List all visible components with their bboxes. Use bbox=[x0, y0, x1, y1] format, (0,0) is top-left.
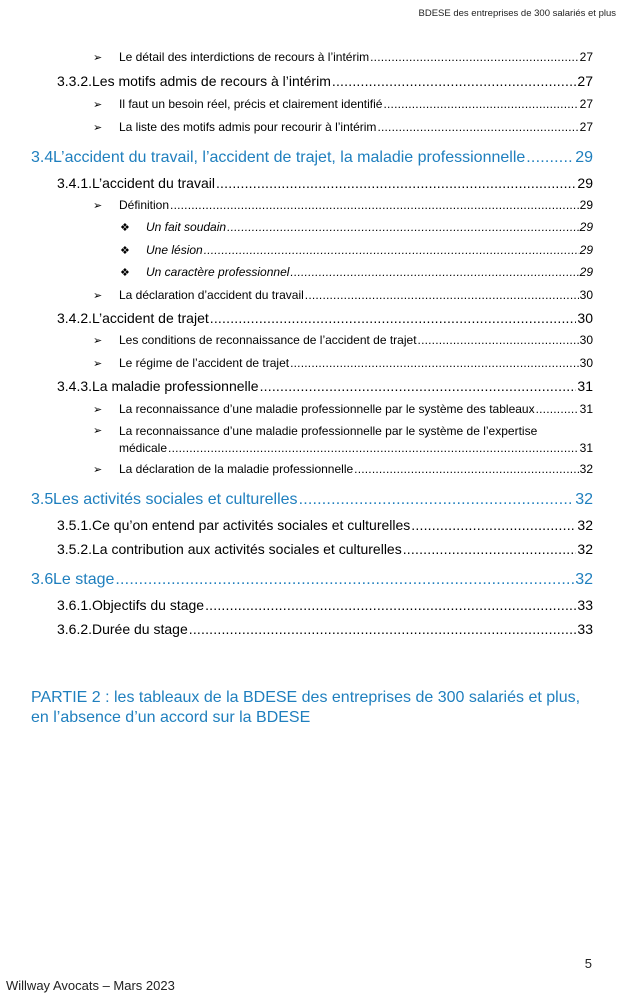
toc-entry-title: La contribution aux activités sociales et culturelles bbox=[92, 541, 402, 557]
toc-entry-title: Les activités sociales et culturelles bbox=[53, 491, 298, 508]
dot-leader bbox=[115, 571, 574, 589]
toc-entry-title: Les conditions de reconnaissance de l’accident de trajet bbox=[119, 333, 417, 347]
dot-leader bbox=[305, 288, 579, 302]
dot-leader bbox=[227, 220, 579, 234]
toc-entry[interactable] bbox=[93, 424, 593, 455]
dot-leader bbox=[299, 491, 575, 509]
toc-entry-page: 30 bbox=[579, 333, 593, 347]
toc-entry-page: 33 bbox=[577, 621, 593, 637]
toc-entry[interactable] bbox=[93, 198, 593, 212]
arrow-bullet-icon: ➢ bbox=[93, 52, 103, 64]
part-heading[interactable]: PARTIE 2 : les tableaux de la BDESE des entreprises de 300 salariés et plus, en l’absence d’un accord sur la BDESE bbox=[31, 689, 581, 726]
toc-entry[interactable] bbox=[120, 243, 593, 257]
dot-leader bbox=[377, 120, 578, 134]
toc-entry-number: 3.4. bbox=[31, 149, 58, 166]
toc-entry[interactable] bbox=[31, 491, 593, 509]
toc-entry-title: L’accident de trajet bbox=[92, 310, 209, 326]
dot-leader bbox=[168, 441, 579, 455]
toc-entry-title: Une lésion bbox=[146, 243, 203, 257]
page-number: 5 bbox=[584, 956, 592, 971]
toc-entry-title: La maladie professionnelle bbox=[92, 378, 259, 394]
arrow-bullet-icon: ➢ bbox=[93, 335, 103, 347]
toc-entry[interactable] bbox=[93, 288, 593, 302]
dot-leader bbox=[370, 50, 579, 64]
toc-entry-number: 3.5.1. bbox=[57, 517, 93, 533]
page-header: BDESE des entreprises de 300 salariés et plus bbox=[418, 8, 616, 19]
diamond-bullet-icon: ❖ bbox=[120, 267, 130, 279]
toc-entry-page: 29 bbox=[579, 243, 593, 257]
toc-entry-title: La reconnaissance d’une maladie professionnelle par le système des tableaux bbox=[119, 402, 535, 416]
dot-leader bbox=[403, 541, 577, 557]
dot-leader bbox=[290, 265, 578, 279]
dot-leader bbox=[216, 175, 576, 191]
toc-entry-page: 27 bbox=[579, 97, 593, 111]
arrow-bullet-icon: ➢ bbox=[93, 99, 103, 111]
toc-entry-title: La déclaration de la maladie professionnelle bbox=[119, 462, 354, 476]
toc-entry-number: 3.4.3. bbox=[57, 378, 93, 394]
toc-entry-title: La liste des motifs admis pour recourir à l’intérim bbox=[119, 120, 377, 134]
toc-entry[interactable] bbox=[31, 571, 593, 589]
toc-entry-page: 32 bbox=[575, 491, 593, 508]
toc-entry-page: 31 bbox=[579, 402, 593, 416]
toc-entry-title: Le détail des interdictions de recours à l’intérim bbox=[119, 50, 370, 64]
dot-leader bbox=[189, 621, 577, 637]
toc-entry[interactable] bbox=[57, 597, 593, 613]
toc-entry-number: 3.5. bbox=[31, 491, 58, 508]
toc-entry-title: L’accident du travail, l’accident de trajet, la maladie professionnelle bbox=[53, 149, 526, 166]
toc-entry-number: 3.5.2. bbox=[57, 541, 93, 557]
arrow-bullet-icon: ➢ bbox=[93, 290, 103, 302]
toc-entry[interactable] bbox=[93, 402, 593, 416]
toc-entry-title: Ce qu’on entend par activités sociales et culturelles bbox=[92, 517, 411, 533]
arrow-bullet-icon: ➢ bbox=[93, 122, 103, 134]
toc-entry-page: 32 bbox=[577, 541, 593, 557]
dot-leader bbox=[383, 97, 578, 111]
toc-entry[interactable] bbox=[57, 541, 593, 557]
dot-leader bbox=[260, 378, 577, 394]
dot-leader bbox=[205, 597, 576, 613]
toc-entry[interactable] bbox=[93, 333, 593, 347]
dot-leader bbox=[332, 73, 577, 89]
toc-entry-title: Durée du stage bbox=[92, 621, 188, 637]
toc-entry-title: Les motifs admis de recours à l’intérim bbox=[92, 73, 331, 89]
toc-entry-page: 30 bbox=[579, 356, 593, 370]
toc-entry[interactable] bbox=[93, 50, 593, 64]
toc-entry[interactable] bbox=[120, 220, 593, 234]
toc-entry-page: 29 bbox=[575, 149, 593, 166]
toc-entry-title: Le stage bbox=[53, 571, 115, 588]
toc-entry-number: 3.4.2. bbox=[57, 310, 93, 326]
dot-leader bbox=[210, 310, 577, 326]
dot-leader bbox=[536, 402, 579, 416]
toc-entry-number: 3.3.2. bbox=[57, 73, 93, 89]
toc-entry[interactable] bbox=[57, 310, 593, 326]
toc-entry-title: Il faut un besoin réel, précis et clairement identifié bbox=[119, 97, 383, 111]
dot-leader bbox=[354, 462, 578, 476]
dot-leader bbox=[290, 356, 579, 370]
dot-leader bbox=[526, 149, 574, 167]
arrow-bullet-icon: ➢ bbox=[93, 358, 103, 370]
toc-entry-page: 27 bbox=[577, 73, 593, 89]
toc-entry-page: 29 bbox=[579, 265, 593, 279]
toc-entry-page: 32 bbox=[575, 571, 593, 588]
arrow-bullet-icon: ➢ bbox=[93, 200, 103, 212]
toc-entry-page: 31 bbox=[577, 378, 593, 394]
toc-entry[interactable] bbox=[120, 265, 593, 279]
toc-entry-title: La reconnaissance d’une maladie professionnelle par le système de l’expertise bbox=[119, 424, 538, 438]
toc-entry-title: Un fait soudain bbox=[146, 220, 227, 234]
toc-entry-title: Objectifs du stage bbox=[92, 597, 205, 613]
arrow-bullet-icon: ➢ bbox=[93, 425, 103, 437]
toc-entry[interactable] bbox=[93, 356, 593, 370]
toc-entry[interactable] bbox=[31, 149, 593, 167]
toc-entry-page: 29 bbox=[577, 175, 593, 191]
toc-entry-title: Le régime de l’accident de trajet bbox=[119, 356, 290, 370]
toc-entry[interactable] bbox=[57, 621, 593, 637]
dot-leader bbox=[170, 198, 579, 212]
arrow-bullet-icon: ➢ bbox=[93, 404, 103, 416]
dot-leader bbox=[411, 517, 576, 533]
page-footer: Willway Avocats – Mars 2023 bbox=[6, 978, 175, 993]
toc-entry-number: 3.6.2. bbox=[57, 621, 93, 637]
toc-entry-page: 29 bbox=[579, 198, 593, 212]
toc-entry[interactable] bbox=[93, 462, 593, 476]
toc-entry-number: 3.6. bbox=[31, 571, 58, 588]
toc-entry[interactable] bbox=[57, 378, 593, 394]
toc-entry-title: Définition bbox=[119, 198, 170, 212]
toc-entry-number: 3.4.1. bbox=[57, 175, 93, 191]
toc-entry-page: 32 bbox=[579, 462, 593, 476]
toc-entry-title-continued: médicale bbox=[119, 441, 168, 455]
toc-entry-page: 29 bbox=[579, 220, 593, 234]
toc-entry-title: La déclaration d’accident du travail bbox=[119, 288, 304, 302]
toc-entry-number: 3.6.1. bbox=[57, 597, 93, 613]
toc-entry-page: 32 bbox=[577, 517, 593, 533]
toc-entry[interactable] bbox=[93, 120, 593, 134]
toc-entry-page: 27 bbox=[579, 50, 593, 64]
toc-entry[interactable] bbox=[57, 175, 593, 191]
toc-entry-page: 33 bbox=[577, 597, 593, 613]
toc-entry[interactable] bbox=[57, 517, 593, 533]
toc-entry-page: 27 bbox=[579, 120, 593, 134]
dot-leader bbox=[418, 333, 579, 347]
toc-entry-title: L’accident du travail bbox=[92, 175, 215, 191]
dot-leader bbox=[204, 243, 579, 257]
toc-entry-title: Un caractère professionnel bbox=[146, 265, 290, 279]
arrow-bullet-icon: ➢ bbox=[93, 464, 103, 476]
toc-entry-page: 30 bbox=[579, 288, 593, 302]
toc-entry[interactable] bbox=[57, 73, 593, 89]
diamond-bullet-icon: ❖ bbox=[120, 245, 130, 257]
toc-entry-page: 31 bbox=[579, 441, 593, 455]
toc-entry[interactable] bbox=[93, 97, 593, 111]
toc-entry-page: 30 bbox=[577, 310, 593, 326]
diamond-bullet-icon: ❖ bbox=[120, 222, 130, 234]
